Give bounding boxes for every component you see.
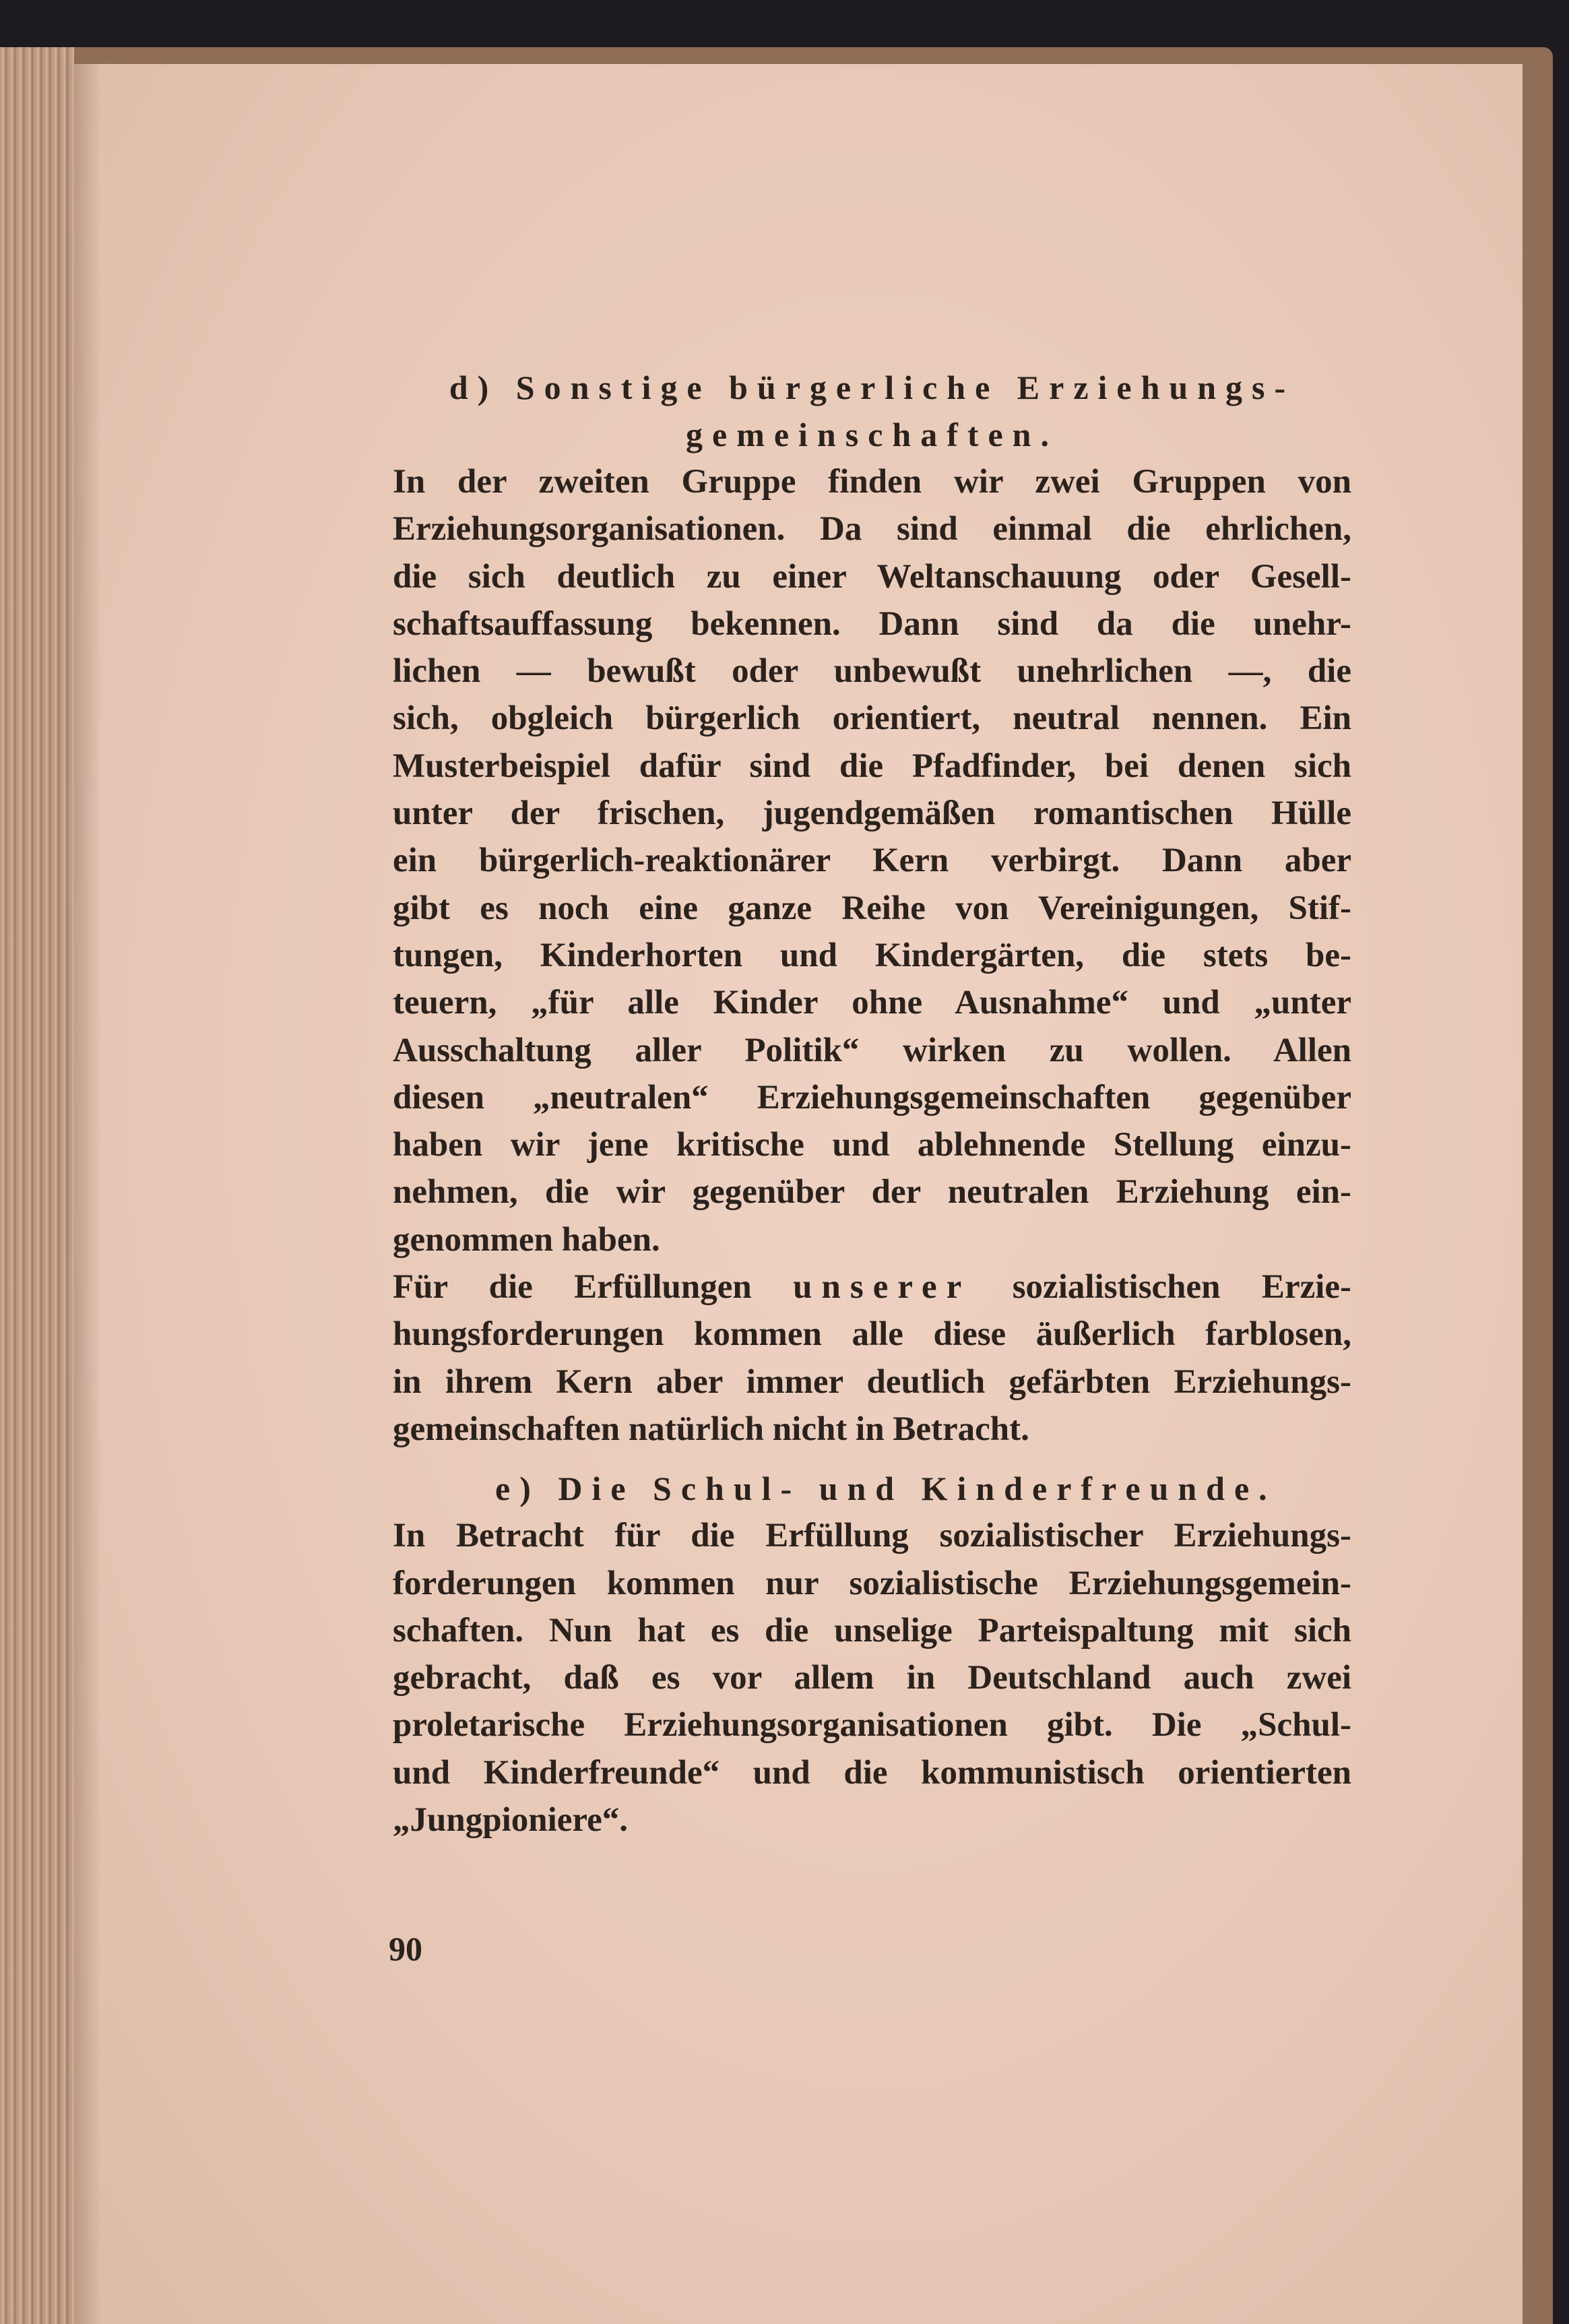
section-d-heading-line-2: gemeinschaften. bbox=[686, 416, 1058, 453]
text-line: In Betracht für die Erfüllung sozialistischer Erziehungs- bbox=[393, 1517, 1351, 1555]
text-line: schaften. Nun hat es die unselige Parteispaltung mit sich bbox=[393, 1611, 1351, 1650]
text-line: hungsforderungen kommen alle diese äußerlich farblosen, bbox=[393, 1315, 1351, 1354]
text-line: in ihrem Kern aber immer deutlich gefärbten Erziehungs- bbox=[393, 1362, 1351, 1401]
text-line: proletarische Erziehungsorganisationen gibt. Die „Schul- bbox=[393, 1706, 1351, 1745]
text-line: und Kinderfreunde“ und die kommunistisch orientierten bbox=[393, 1753, 1351, 1792]
text-line: forderungen kommen nur sozialistische Erziehungsgemein- bbox=[393, 1564, 1351, 1602]
text-line bbox=[393, 1263, 1351, 1311]
text-line: Ausschaltung aller Politik“ wirken zu wollen. Allen bbox=[393, 1031, 1351, 1069]
page-number: 90 bbox=[389, 1930, 422, 1968]
text-line: ein bürgerlich-reaktionärer Kern verbirgt. Dann aber bbox=[393, 842, 1351, 880]
text-line: In der zweiten Gruppe finden wir zwei Gruppen von bbox=[393, 463, 1351, 501]
section-d-heading-line-1: d) Sonstige bürgerliche Erziehungs- bbox=[449, 369, 1295, 406]
text-line: nehmen, die wir gegenüber der neutralen Erziehung ein- bbox=[393, 1173, 1351, 1212]
page-edges bbox=[0, 47, 74, 2324]
text-line: lichen — bewußt oder unbewußt unehrlichen —, die bbox=[393, 652, 1351, 691]
text-line: genommen haben. bbox=[393, 1220, 660, 1259]
text-line: haben wir jene kritische und ablehnende Stellung einzu- bbox=[393, 1126, 1351, 1164]
text-segment: sozialistischen Erzie- bbox=[971, 1268, 1352, 1307]
section-d-paragraph-1 bbox=[393, 458, 1351, 1263]
page-text bbox=[393, 364, 1351, 1844]
text-line: sich, obgleich bürgerlich orientiert, neutral nennen. Ein bbox=[393, 699, 1351, 738]
section-e-paragraph bbox=[393, 1512, 1351, 1844]
text-line: schaftsauffassung bekennen. Dann sind da die unehr- bbox=[393, 604, 1351, 643]
text-line: gebracht, daß es vor allem in Deutschland auch zwei bbox=[393, 1659, 1351, 1697]
text-line: gemeinschaften natürlich nicht in Betracht. bbox=[393, 1410, 1029, 1448]
text-line: teuern, „für alle Kinder ohne Ausnahme“ und „unter bbox=[393, 984, 1351, 1022]
emphasized-word: unserer bbox=[793, 1268, 971, 1307]
text-line: unter der frischen, jugendgemäßen romantischen Hülle bbox=[393, 794, 1351, 833]
section-d-paragraph-2 bbox=[393, 1263, 1351, 1453]
text-line: diesen „neutralen“ Erziehungsgemeinschaften gegenüber bbox=[393, 1078, 1351, 1117]
text-segment: Für die Erfüllungen bbox=[393, 1268, 794, 1307]
section-e-heading: e) Die Schul- und Kinderfreunde. bbox=[495, 1470, 1277, 1508]
text-line: Musterbeispiel dafür sind die Pfadfinder, bei denen sich bbox=[393, 747, 1351, 785]
text-line: tungen, Kinderhorten und Kindergärten, die stets be- bbox=[393, 936, 1351, 974]
text-line: „Jungpioniere“. bbox=[393, 1801, 629, 1840]
text-line: die sich deutlich zu einer Weltanschauung oder Gesell- bbox=[393, 557, 1351, 596]
gutter-shadow bbox=[74, 64, 101, 2324]
text-line: gibt es noch eine ganze Reihe von Vereinigungen, Stif- bbox=[393, 889, 1351, 927]
text-line: Erziehungsorganisationen. Da sind einmal die ehrlichen, bbox=[393, 510, 1351, 548]
